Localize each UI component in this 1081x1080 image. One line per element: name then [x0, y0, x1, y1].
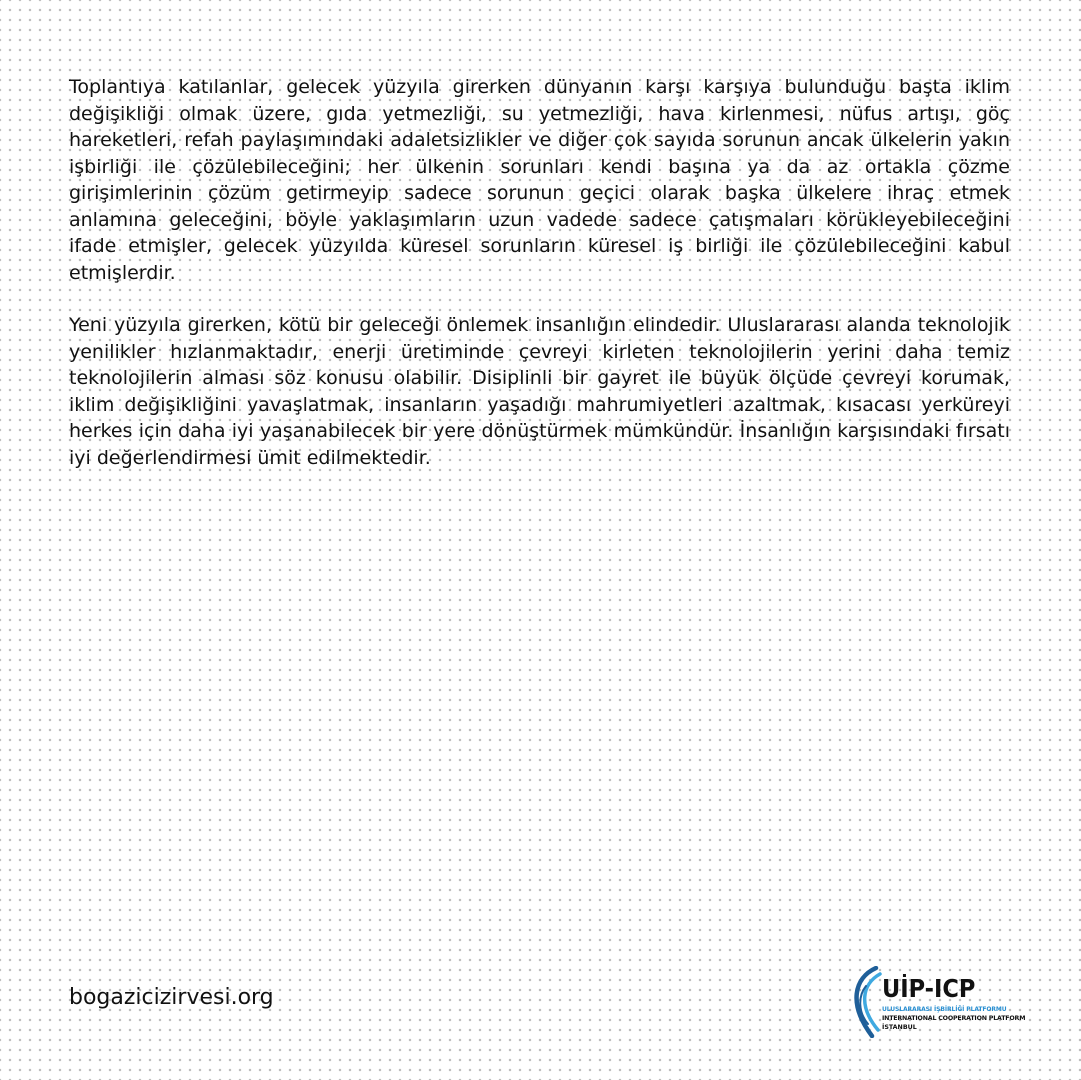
paragraph-2: Yeni yüzyıla girerken, kötü bir geleceği önlemek insanlığın elindedir. Uluslararası alanda teknolojik yenilikler hızlanmaktadır, enerji üretiminde çevreyi kirleten teknolojilerin yerini daha temiz teknolojilerin alması söz konusu olabilir. Disiplinli bir gayret ile büyük ölçüde çevreyi korumak, iklim değişikliğini yavaşlatmak, insanların yaşadığı mahrumiyetleri azaltmak, kısacası yerküreyi herkes için daha iyi yaşanabilecek bir yere dönüştürmek mümkündür. İnsanlığın karşısındaki fırsatı iyi değerlendirmesi ümit edilmektedir. — [69, 314, 1010, 469]
logo-city: İSTANBUL — [882, 1024, 917, 1031]
logo-title: UİP-ICP — [882, 974, 976, 1003]
main-text — [69, 74, 1010, 471]
uip-icp-logo — [846, 966, 1026, 1038]
logo-arc-icon — [846, 966, 886, 1038]
logo-subtitle-tr: ULUSLARARASI İŞBİRLİĞİ PLATFORMU — [882, 1006, 1007, 1013]
logo-subtitle-en: INTERNATIONAL COOPERATION PLATFORM — [882, 1015, 1026, 1022]
website-url: bogazicizirvesi.org — [69, 985, 274, 1010]
paragraph-1: Toplantıya katılanlar, gelecek yüzyıla girerken dünyanın karşı karşıya bulunduğu başta iklim değişikliği olmak üzere, gıda yetmezliği, su yetmezliği, hava kirlenmesi, nüfus artışı, göç hareketleri, refah paylaşımındaki adaletsizlikler ve diğer çok sayıda sorunun ancak ülkelerin yakın işbirliği ile çözülebileceğini; her ülkenin sorunları kendi başına ya da az ortakla çözme girişimlerinin çözüm getirmeyip sadece sorunun geçici olarak başka ülkelere ihraç etmek anlamına geleceğini, böyle yaklaşımların uzun vadede sadece çatışmaları körükleyebileceğini ifade etmişler, gelecek yüzyılda küresel sorunların küresel iş birliği ile çözülebileceğini kabul etmişlerdir. — [69, 76, 1010, 284]
